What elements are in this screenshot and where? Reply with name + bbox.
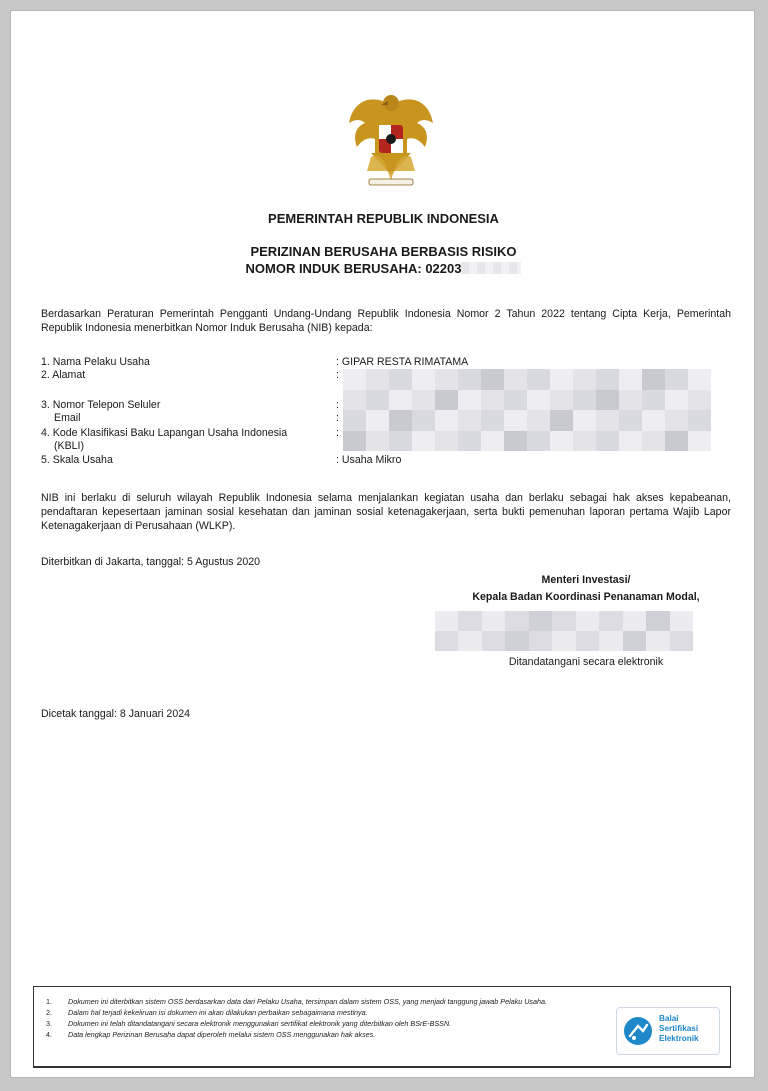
signer-agency: Kepala Badan Koordinasi Penanaman Modal, xyxy=(472,591,700,603)
nib-label: NOMOR INDUK BERUSAHA: 02203 xyxy=(245,261,462,276)
validity-paragraph: NIB ini berlaku di seluruh wilayah Republik Indonesia selama menjalankan kegiatan usaha dan berlaku sebagai hak akses kepabeanan, pendaftaran kepesertaan jaminan sosial kesehatan dan jaminan sosial ketenagakerjaan, serta bukti pemenuhan laporan pertama Wajib Lapor Ketenagakerjaan di Perusahaan (WLKP). xyxy=(41,492,731,532)
redacted-nib xyxy=(461,262,521,274)
footer-note: 4. Data lengkap Perizinan Berusaha dapat diperoleh melalui sistem OSS menggunakan hak akses. xyxy=(46,1030,376,1039)
issued-date: Diterbitkan di Jakarta, tanggal: 5 Agustus 2020 xyxy=(41,556,261,568)
field-value-alamat: : xyxy=(336,369,339,381)
government-heading: PEMERINTAH REPUBLIK INDONESIA xyxy=(268,211,499,226)
field-label-kbli-abbr: (KBLI) xyxy=(54,440,85,452)
field-label-nama: 1. Nama Pelaku Usaha xyxy=(41,356,150,368)
document-page xyxy=(10,10,755,1078)
document-title: PERIZINAN BERUSAHA BERBASIS RISIKO xyxy=(250,244,517,259)
field-label-alamat: 2. Alamat xyxy=(41,369,86,381)
field-value-skala: : Usaha Mikro xyxy=(336,454,402,466)
field-value-email: : xyxy=(336,412,339,424)
field-label-kbli: 4. Kode Klasifikasi Baku Lapangan Usaha Indonesia xyxy=(41,427,288,439)
garuda-emblem-icon xyxy=(341,83,441,193)
field-value-kbli: : xyxy=(336,427,339,439)
footer-note: 2. Dalam hal terjadi kekeliruan isi dokumen ini akan dilakukan perbaikan sebagaimana mestinya. xyxy=(46,1008,368,1017)
electronic-signature-note: Ditandatangani secara elektronik xyxy=(508,656,664,668)
redacted-personal-data xyxy=(343,369,711,451)
field-label-telepon: 3. Nomor Telepon Seluler xyxy=(41,399,161,411)
field-value-nama: : GIPAR RESTA RIMATAMA xyxy=(336,356,469,368)
bsre-logo xyxy=(616,1007,720,1055)
field-label-email: Email xyxy=(54,412,81,424)
signer-title: Menteri Investasi/ xyxy=(541,574,631,586)
intro-paragraph: Berdasarkan Peraturan Pemerintah Pengganti Undang-Undang Republik Indonesia Nomor 2 Tahun 2022 tentang Cipta Kerja, Pemerintah Republik Indonesia menerbitkan Nomor Induk Berusaha (NIB) kepada: xyxy=(41,308,731,334)
redacted-signer-name xyxy=(435,611,693,651)
bsre-emblem-icon xyxy=(621,1016,655,1046)
bsre-logo-text: Balai Sertifikasi Elektronik xyxy=(659,1014,699,1043)
field-label-skala: 5. Skala Usaha xyxy=(41,454,113,466)
footer-notes-box xyxy=(33,986,731,1068)
footer-notes-list xyxy=(34,996,614,1040)
footer-note: 3. Dokumen ini telah ditandatangani secara elektronik menggunakan sertifikat elektronik yang diterbitkan oleh BSrE-BSSN. xyxy=(46,1019,452,1028)
footer-note: 1. Dokumen ini diterbitkan sistem OSS berdasarkan data dari Pelaku Usaha, tersimpan dalam sistem OSS, yang menjadi tanggung jawab Pelaku Usaha. xyxy=(46,997,548,1006)
nib-heading xyxy=(11,261,756,276)
field-value-telepon: : xyxy=(336,399,339,411)
printed-date: Dicetak tanggal: 8 Januari 2024 xyxy=(41,708,191,720)
